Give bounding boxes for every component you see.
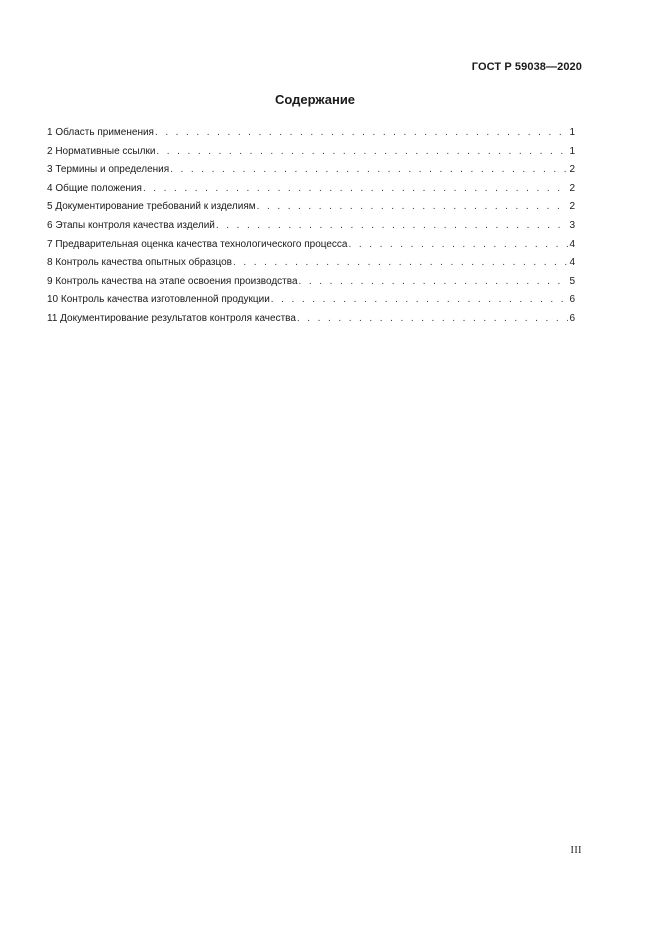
toc-entry-2[interactable] <box>47 143 575 162</box>
toc-entry-label: 8 Контроль качества опытных образцов <box>47 257 232 269</box>
table-of-contents <box>47 124 575 329</box>
toc-entry-label: 4 Общие положения <box>47 182 142 194</box>
toc-entry-page: 2 <box>569 182 575 194</box>
toc-entry-9[interactable] <box>47 273 575 292</box>
toc-entry-page: 6 <box>569 312 575 324</box>
toc-entry-6[interactable] <box>47 217 575 236</box>
toc-entry-3[interactable] <box>47 161 575 180</box>
toc-entry-10[interactable] <box>47 291 575 310</box>
toc-entry-11[interactable] <box>47 310 575 329</box>
toc-entry-label: 9 Контроль качества на этапе освоения производства <box>47 275 298 287</box>
toc-entry-page: 1 <box>569 127 575 138</box>
toc-entry-page: 3 <box>569 219 575 231</box>
toc-entry-label: 2 Нормативные ссылки <box>47 145 156 157</box>
toc-entry-label: 11 Документирование результатов контроля качества <box>47 312 296 324</box>
toc-entry-label: 3 Термины и определения <box>47 164 170 176</box>
toc-leader-dots <box>271 291 569 310</box>
toc-entry-page: 1 <box>569 145 575 157</box>
toc-entry-label: 10 Контроль качества изготовленной продукции <box>47 294 270 306</box>
toc-leader-dots <box>143 180 569 199</box>
toc-entry-label: 1 Область применения <box>47 127 154 138</box>
toc-entry-4[interactable] <box>47 180 575 199</box>
toc-entry-8[interactable] <box>47 254 575 273</box>
toc-entry-page: 5 <box>569 275 575 287</box>
toc-leader-dots <box>155 124 568 143</box>
toc-entry-1[interactable] <box>47 124 575 143</box>
toc-entry-5[interactable] <box>47 198 575 217</box>
toc-leader-dots <box>257 198 569 217</box>
toc-entry-page: 4 <box>569 257 575 269</box>
toc-entry-label: 6 Этапы контроля качества изделий <box>47 219 215 231</box>
toc-leader-dots <box>170 161 568 180</box>
toc-entry-page: 4 <box>569 238 575 250</box>
standard-designation: ГОСТ Р 59038—2020 <box>471 61 582 73</box>
toc-leader-dots <box>156 143 568 162</box>
page-number: III <box>570 845 582 856</box>
toc-leader-dots <box>297 310 569 329</box>
page-title: Содержание <box>274 92 356 107</box>
toc-entry-page: 2 <box>569 201 575 213</box>
toc-leader-dots <box>233 254 568 273</box>
toc-entry-label: 7 Предварительная оценка качества технологического процесса <box>47 238 348 250</box>
toc-entry-label: 5 Документирование требований к изделиям <box>47 201 256 213</box>
toc-leader-dots <box>299 273 569 292</box>
toc-entry-7[interactable] <box>47 236 575 255</box>
toc-entry-page: 6 <box>569 294 575 306</box>
toc-leader-dots <box>349 236 569 255</box>
toc-leader-dots <box>216 217 569 236</box>
toc-entry-page: 2 <box>569 164 575 176</box>
